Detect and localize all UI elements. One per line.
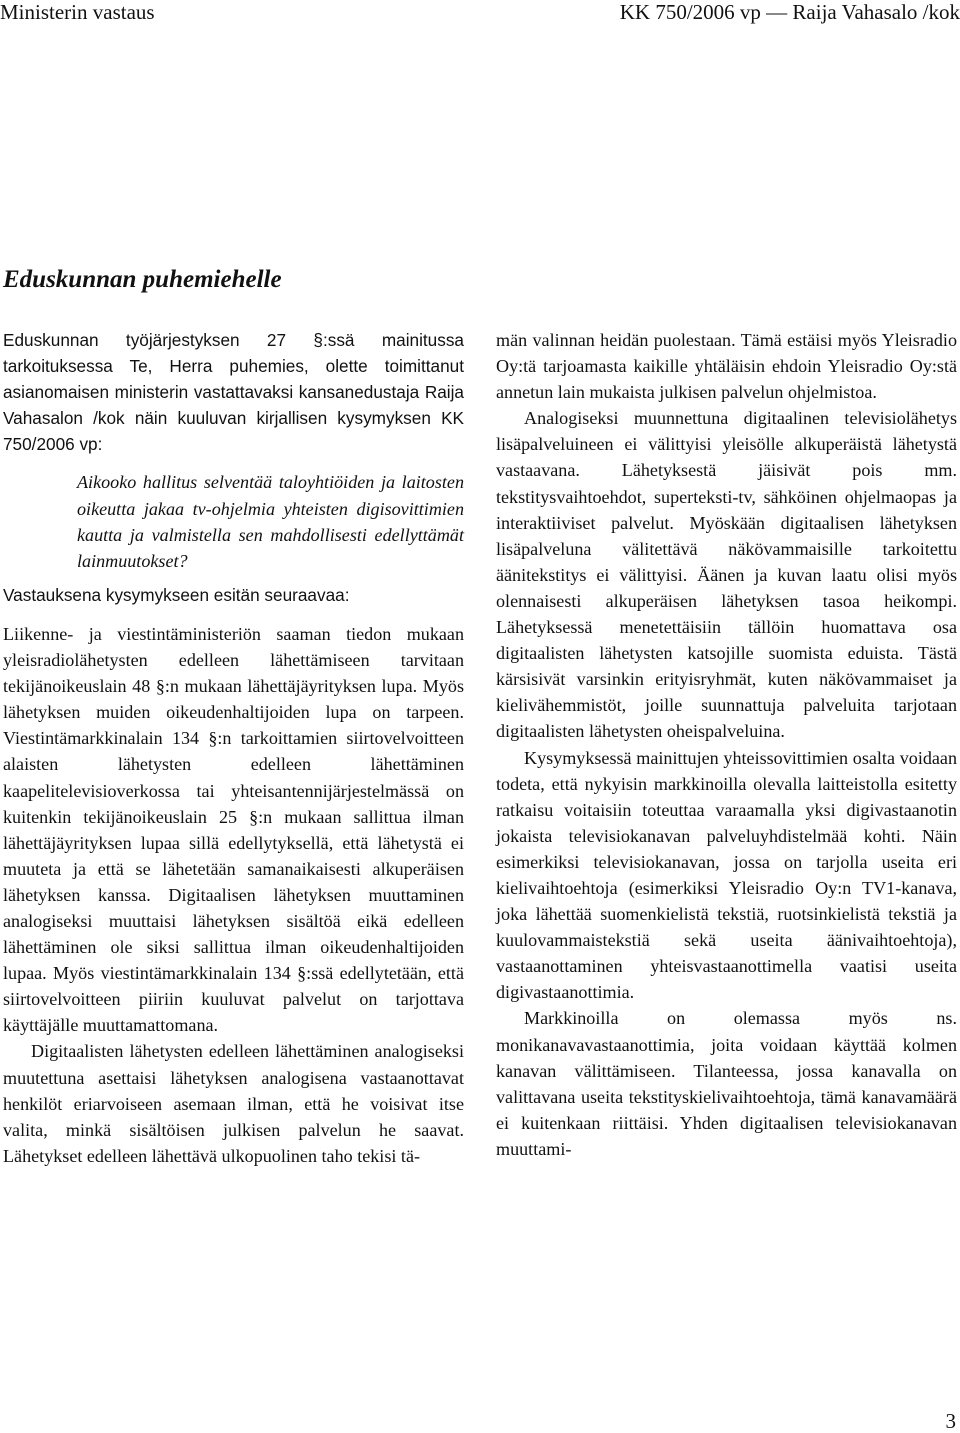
answer-paragraph-2: Digitaalisten lähetysten edelleen lähettäminen analogiseksi muutettuna asettaisi lähetyksen analogisena vastaanottavat henkilöt eriarvoiseen asemaan ilman, että he voisivat itse valita, minkä sisältöisen julkisen palvelun he saavat. Lähetykset edelleen lähettävä ulkopuolinen taho tekisi tä- <box>3 1041 464 1166</box>
intro-paragraph: Eduskunnan työjärjestyksen 27 §:ssä mainitussa tarkoituksessa Te, Herra puhemies, olette toimittanut asianomaisen ministerin vastattavaksi kansanedustaja Raija Vahasalon /kok näin kuuluvan kirjallisen kysymyksen KK 750/2006 vp: <box>3 330 464 455</box>
answer-lead: Vastauksena kysymykseen esitän seuraavaa: <box>3 584 350 605</box>
running-header-left: Ministerin vastaus <box>0 0 155 24</box>
question-text: Aikooko hallitus selventää taloyhtiöiden ja laitosten oikeutta jakaa tv-ohjelmia yhteisten digisovittimien kautta ja valmistella sen mahdollisesti edellyttämät lainmuutokset? <box>77 472 464 571</box>
answer-paragraph-1: Liikenne- ja viestintäministeriön saaman tiedon mukaan yleisradiolähetysten edelleen lähettämiseen tarvitaan tekijänoikeuslain 48 §:n mukaan lähettäjäyrityksen lupa. Myös lähetyksen muiden oikeudenhaltijoiden lupa on tarpeen. Viestintämarkkinalain 134 §:n tarkoittamien siirtovelvoitteen alaisten lähetysten edelleen lähettäminen kaapelitelevisioverkossa tai yhteisantennijärjestelmässä on kuitenkin tekijänoikeuslain 25 §:n mukaan sallittua ilman lähettäjäyrityksen lupaa sillä edellytyksellä, että lähetystä ei muuteta ja että se lähetetään samanaikaisesti alkuperäisen lähetyksen kanssa. Digitaalisen lähetyksen muuttaminen analogiseksi muuttaisi lähetyksen sisältöä eikä edelleen lähettäminen ole siksi sallittua ilman oikeudenhaltijoiden lupaa. Myös viestintämarkkinalain 134 §:ssä edellytetään, että siirtovelvoitteen piiriin kuuluvat palvelut on tarjottava käyttäjälle muuttamattomana. <box>3 623 464 1036</box>
answer-paragraph-4: Analogiseksi muunnettuna digitaalinen televisiolähetys lisäpalveluineen ei välittyisi yleisölle alkuperäistä lähetystä vastaavana. Lähetyksestä jäisivät pois mm. tekstitysvaihtoehdot, superteksti-tv, sähköinen ohjelmaopas ja interaktiiviset palvelut. Myöskään digitaalisen lähetyksen lisäpalveluna välitettävä näkövammaisille tarkoitettu äänitekstitys ei välittyisi. Äänen ja kuvan laatu olisi myös olennaisesti alkuperäisen lähetyksen tasoa heikompi. Lähetyksessä menetettäisiin tällöin huomattava osa digitaalisten lähetysten katsojille suomista eduista. Tästä kärsisivät varsinkin erityisryhmät, kuten näkövammaiset ja kielivähemmistöt, joille suunnattuja palveluita tarjotaan digitaalisten lähetysten oheispalveluina. <box>496 408 957 742</box>
left-column <box>3 327 464 1169</box>
right-column <box>496 327 957 1162</box>
running-header-right: KK 750/2006 vp — Raija Vahasalo /kok <box>619 0 960 24</box>
answer-paragraph-6: Markkinoilla on olemassa myös ns. monikanavavastaanottimia, joita voidaan käyttää kolmen kanavan välittämiseen. Tilanteessa, jossa kanavalla on valittavana useita tekstityskielivaihtoehtoja, tämä kanavamäärä ei kuitenkaan riittäisi. Yhden digitaalisen televisiokanavan muuttami- <box>496 1008 957 1159</box>
answer-paragraph-3: män valinnan heidän puolestaan. Tämä estäisi myös Yleisradio Oy:tä tarjoamasta kaikille yhtäläisin ehdoin Yleisradio Oy:stä annetun lain mukaista julkisen palvelun ohjelmistoa. <box>496 330 957 403</box>
page-title: Eduskunnan puhemiehelle <box>3 266 282 293</box>
page-number: 3 <box>945 1409 956 1433</box>
answer-paragraph-5: Kysymyksessä mainittujen yhteissovittimien osalta voidaan todeta, että nykyisin markkinoilla olevalla laitteistolla esitetty ratkaisu voitaisiin toteuttaa varaamalla yksi digivastaanotin jokaista televisiokanavan palveluyhdistelmää kohti. Näin esimerkiksi televisiokanavan, jossa on tarjolla useita eri kielivaihtoehtoja (esimerkiksi Yleisradio Oy:n TV1-kanava, joka lähettää suomenkielistä tekstiä, ruotsinkielistä tekstiä ja kuulovammaistekstiä sekä useita äänivaihtoehtoja), vastaanottaminen yhteisvastaanottimella vaatisi useita digivastaanottimia. <box>496 747 957 1003</box>
